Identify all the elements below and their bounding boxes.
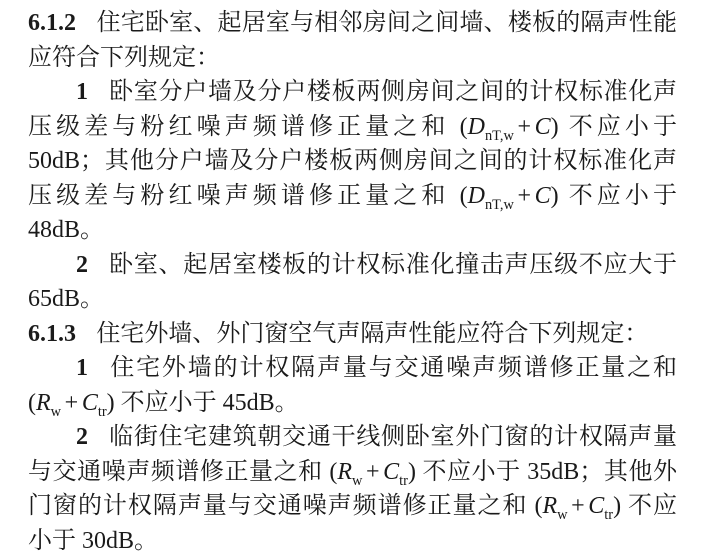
item-number: 1 [76,79,88,105]
clause-text: 住宅卧室、起居室与相邻房间之间墙、楼板的隔声性能应符合下列规定： [28,10,677,71]
math-subscript: w [351,472,363,489]
formula-DnTw-plus-C [459,113,559,144]
clause-6-1-2-item-1 [28,75,677,248]
math-var: D [467,182,485,209]
lparen: ( [459,182,468,209]
clause-number: 6.1.2 [28,10,76,36]
plus-operator: + [365,458,380,485]
clause-6-1-2 [28,6,677,75]
math-var: C [383,458,400,485]
rparen: ) [106,389,115,416]
math-subscript: tr [399,472,408,489]
clause-6-1-3-item-1 [28,351,677,420]
clause-6-1-3 [28,317,677,352]
item-number: 2 [76,251,88,278]
formula-Rw-plus-Ctr [28,389,115,420]
math-subscript: tr [97,403,107,420]
plus-operator: + [517,113,531,140]
item-text-segment: 临街住宅建筑朝交通干线侧卧室外门窗的计权隔声量与交通噪声频谱修正量之和 [28,424,677,485]
math-subscript: w [50,403,62,420]
item-text-segment: 不应小于 30dB。 [28,493,678,554]
item-text-segment: 卧室分户墙及分户楼板两侧房间之间的计权标准化声压级差与粉红噪声频谱修正量之和 [28,79,677,140]
plus-operator: + [571,493,585,519]
formula-Rw-plus-Ctr [329,458,416,489]
item-text-segment: 不应小于 45dB。 [114,389,299,416]
formula-DnTw-plus-C [459,182,559,213]
item-number: 1 [76,355,88,381]
math-var: C [588,493,605,519]
item-number: 2 [76,424,88,450]
math-subscript: tr [604,506,614,523]
rparen: ) [550,182,559,209]
math-subscript: w [557,506,568,523]
item-text-segment: 卧室、起居室楼板的计权标准化撞击声压级不应大于 65dB。 [28,251,677,312]
math-var: R [36,389,51,416]
formula-Rw-plus-Ctr [534,493,622,523]
lparen: ( [534,493,543,519]
math-var: C [534,113,551,140]
lparen: ( [28,389,36,416]
rparen: ) [613,493,622,519]
clause-number: 6.1.3 [28,320,76,347]
item-text-segment: 不应小于 48dB。 [28,182,678,243]
clause-6-1-3-item-2 [28,420,677,558]
math-subscript: nT,w [484,127,514,144]
plus-operator: + [517,182,531,209]
math-var: R [337,458,352,485]
math-var: C [534,182,551,209]
lparen: ( [329,458,338,485]
rparen: ) [550,113,559,140]
math-var: R [542,493,558,519]
item-text-segment: 不应小于 35dB；其他外门窗的计权隔声量与交通噪声频谱修正量之和 [28,458,678,519]
clause-text: 住宅外墙、外门窗空气声隔声性能应符合下列规定： [96,320,649,347]
item-text-segment: 住宅外墙的计权隔声量与交通噪声频谱修正量之和 [108,355,677,381]
math-subscript: nT,w [484,196,514,213]
math-var: C [81,389,98,416]
lparen: ( [459,113,468,140]
clause-6-1-2-item-2 [28,248,677,317]
rparen: ) [407,458,416,485]
math-var: D [467,113,485,140]
item-text-segment: 不应小于 50dB；其他分户墙及分户楼板两侧房间之间的计权标准化声压级差与粉红噪声频谱修正量之和 [28,113,678,209]
plus-operator: + [64,389,79,416]
